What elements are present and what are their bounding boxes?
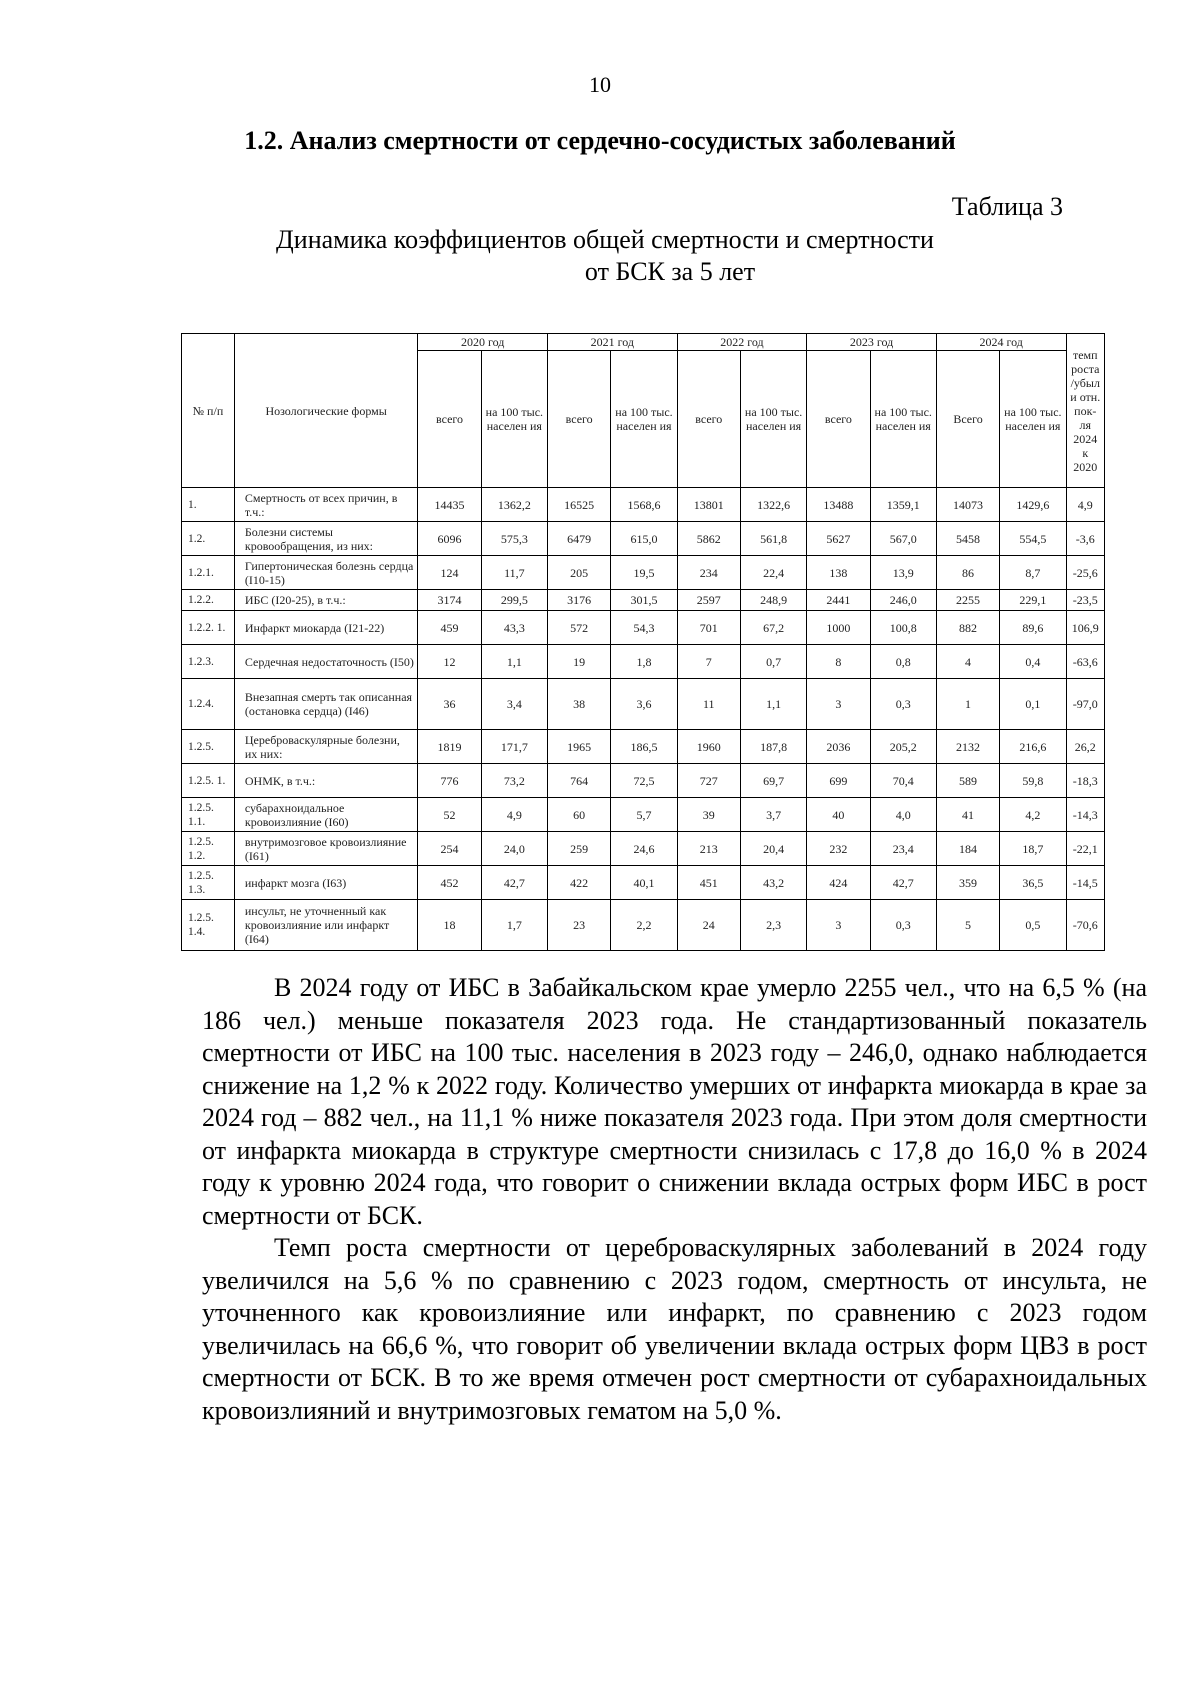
total-cell: 39 — [677, 798, 740, 832]
year-header: 2020 год — [418, 334, 548, 351]
rate-cell: 54,3 — [611, 611, 677, 645]
rate-cell: 0,3 — [870, 900, 936, 951]
row-number: 1.2.2. 1. — [182, 611, 235, 645]
table-row — [182, 645, 1105, 679]
row-number: 1.2.5. 1. — [182, 764, 235, 798]
nosology-name: субарахноидальное кровоизлияние (I60) — [234, 798, 418, 832]
rate-cell: 575,3 — [481, 522, 547, 556]
rate-cell: 1359,1 — [870, 488, 936, 522]
nosology-name: инсульт, не уточненный как кровоизлияние или инфаркт (I64) — [234, 900, 418, 951]
table-row — [182, 488, 1105, 522]
row-number: 1.2.5. 1.4. — [182, 900, 235, 951]
nosology-name: Смертность от всех причин, в т.ч.: — [234, 488, 418, 522]
total-cell: 41 — [936, 798, 999, 832]
total-cell: 2255 — [936, 590, 999, 611]
paragraph: В 2024 году от ИБС в Забайкальском крае умерло 2255 чел., что на 6,5 % (на 186 чел.) меньше показателя 2023 года. Не стандартизованный показатель смертности от ИБС на 100 тыс. населения в 2023 году – 246,0, однако наблюдается снижение на 1,2 % к 2022 году. Количество умерших от инфаркта миокарда в крае за 2024 год – 882 чел., на 11,1 % ниже показателя 2023 года. При этом доля смертности от инфаркта миокарда в структуре смертности снизилась с 17,8 до 16,0 % в 2024 году к уровню 2024 года, что говорит о снижении вклада острых форм ИБС в рост смертности от БСК. — [202, 973, 1147, 1230]
rate-cell: 59,8 — [1000, 764, 1066, 798]
row-number: 1.2.5. 1.3. — [182, 866, 235, 900]
total-cell: 5458 — [936, 522, 999, 556]
rate-cell: 246,0 — [870, 590, 936, 611]
growth-rate-cell: -23,5 — [1066, 590, 1104, 611]
rate-cell: 43,2 — [740, 866, 806, 900]
rate-cell: 13,9 — [870, 556, 936, 590]
total-cell: 3174 — [418, 590, 481, 611]
year-header: 2022 год — [677, 334, 807, 351]
total-cell: 6096 — [418, 522, 481, 556]
total-cell: 2036 — [807, 730, 870, 764]
table-caption — [250, 224, 960, 288]
total-subheader: Всего — [936, 351, 999, 488]
row-number: 1.2.4. — [182, 679, 235, 730]
rate-cell: 0,4 — [1000, 645, 1066, 679]
rate-cell: 3,4 — [481, 679, 547, 730]
total-cell: 701 — [677, 611, 740, 645]
mortality-table — [181, 333, 1105, 951]
rate-cell: 615,0 — [611, 522, 677, 556]
total-cell: 36 — [418, 679, 481, 730]
total-cell: 882 — [936, 611, 999, 645]
rate-cell: 554,5 — [1000, 522, 1066, 556]
table-caption-line1: Динамика коэффициентов общей смертности и смертности — [276, 225, 934, 254]
rate-cell: 4,9 — [481, 798, 547, 832]
total-cell: 572 — [548, 611, 611, 645]
rate-cell: 36,5 — [1000, 866, 1066, 900]
rate-cell: 72,5 — [611, 764, 677, 798]
nosology-name: Болезни системы кровообращения, из них: — [234, 522, 418, 556]
total-cell: 14435 — [418, 488, 481, 522]
rate-cell: 43,3 — [481, 611, 547, 645]
rate-cell: 299,5 — [481, 590, 547, 611]
year-header: 2024 год — [936, 334, 1066, 351]
rate-cell: 0,3 — [870, 679, 936, 730]
table-row — [182, 798, 1105, 832]
rate-cell: 24,0 — [481, 832, 547, 866]
rate-cell: 100,8 — [870, 611, 936, 645]
rate-cell: 89,6 — [1000, 611, 1066, 645]
growth-rate-cell: -14,3 — [1066, 798, 1104, 832]
rate-subheader: на 100 тыс. населен ия — [870, 351, 936, 488]
growth-rate-cell: -3,6 — [1066, 522, 1104, 556]
rate-cell: 40,1 — [611, 866, 677, 900]
total-cell: 1 — [936, 679, 999, 730]
row-number: 1.2.2. — [182, 590, 235, 611]
page-number: 10 — [589, 72, 611, 97]
rate-cell: 1362,2 — [481, 488, 547, 522]
rate-cell: 205,2 — [870, 730, 936, 764]
total-cell: 3 — [807, 679, 870, 730]
rate-cell: 1429,6 — [1000, 488, 1066, 522]
total-cell: 459 — [418, 611, 481, 645]
rate-cell: 248,9 — [740, 590, 806, 611]
rate-cell: 5,7 — [611, 798, 677, 832]
total-cell: 7 — [677, 645, 740, 679]
rate-subheader: на 100 тыс. населен ия — [740, 351, 806, 488]
rate-cell: 1568,6 — [611, 488, 677, 522]
table-row — [182, 611, 1105, 645]
total-cell: 359 — [936, 866, 999, 900]
growth-rate-cell: -14,5 — [1066, 866, 1104, 900]
total-cell: 259 — [548, 832, 611, 866]
total-cell: 1960 — [677, 730, 740, 764]
total-cell: 727 — [677, 764, 740, 798]
rate-cell: 186,5 — [611, 730, 677, 764]
rate-cell: 171,7 — [481, 730, 547, 764]
rate-cell: 1,7 — [481, 900, 547, 951]
row-number: 1.2.1. — [182, 556, 235, 590]
total-cell: 3176 — [548, 590, 611, 611]
table-label: Таблица 3 — [951, 192, 1063, 221]
table-row — [182, 590, 1105, 611]
rate-cell: 1,8 — [611, 645, 677, 679]
section-title: 1.2. Анализ смертности от сердечно-сосудистых заболеваний — [244, 126, 956, 155]
rate-subheader: на 100 тыс. населен ия — [611, 351, 677, 488]
rate-cell: 561,8 — [740, 522, 806, 556]
rate-cell: 8,7 — [1000, 556, 1066, 590]
total-cell: 2132 — [936, 730, 999, 764]
table-header — [182, 334, 1105, 488]
total-cell: 6479 — [548, 522, 611, 556]
total-cell: 12 — [418, 645, 481, 679]
total-cell: 24 — [677, 900, 740, 951]
total-cell: 764 — [548, 764, 611, 798]
rate-subheader: на 100 тыс. населен ия — [481, 351, 547, 488]
table-row — [182, 764, 1105, 798]
total-cell: 1819 — [418, 730, 481, 764]
nosology-name: Сердечная недостаточность (I50) — [234, 645, 418, 679]
total-cell: 234 — [677, 556, 740, 590]
rate-cell: 18,7 — [1000, 832, 1066, 866]
nosology-name: ИБС (I20-25), в т.ч.: — [234, 590, 418, 611]
total-cell: 8 — [807, 645, 870, 679]
growth-rate-cell: -25,6 — [1066, 556, 1104, 590]
rate-cell: 3,7 — [740, 798, 806, 832]
rate-cell: 11,7 — [481, 556, 547, 590]
nosology-name: инфаркт мозга (I63) — [234, 866, 418, 900]
rate-cell: 1,1 — [740, 679, 806, 730]
rate-cell: 19,5 — [611, 556, 677, 590]
rate-cell: 69,7 — [740, 764, 806, 798]
total-cell: 589 — [936, 764, 999, 798]
body-text — [202, 972, 1147, 1427]
growth-rate-cell: -70,6 — [1066, 900, 1104, 951]
total-cell: 4 — [936, 645, 999, 679]
paragraph: Темп роста смертности от цереброваскулярных заболеваний в 2024 году увеличился на 5,6 % по сравнению с 2023 годом, смертность от инсульта, не уточненного как кровоизлияние или инфаркт, по сравнению с 2023 годом увеличилась на 66,6 %, что говорит об увеличении вклада острых форм ЦВЗ в рост смертности от БСК. В то же время отмечен рост смертности от субарахноидальных кровоизлияний и внутримозговых гематом на 5,0 %. — [202, 1233, 1147, 1425]
total-cell: 52 — [418, 798, 481, 832]
rate-cell: 70,4 — [870, 764, 936, 798]
total-cell: 451 — [677, 866, 740, 900]
rate-cell: 187,8 — [740, 730, 806, 764]
rate-cell: 0,7 — [740, 645, 806, 679]
growth-rate-cell: 4,9 — [1066, 488, 1104, 522]
total-subheader: всего — [677, 351, 740, 488]
rate-cell: 42,7 — [481, 866, 547, 900]
total-cell: 232 — [807, 832, 870, 866]
rate-cell: 23,4 — [870, 832, 936, 866]
total-cell: 452 — [418, 866, 481, 900]
growth-rate-header: темп роста /убыл и отн. пок- ля 2024 к 2020 — [1066, 334, 1104, 488]
total-cell: 254 — [418, 832, 481, 866]
rate-cell: 73,2 — [481, 764, 547, 798]
row-number: 1.2.3. — [182, 645, 235, 679]
nosology-name: ОНМК, в т.ч.: — [234, 764, 418, 798]
nosology-name: Цереброваскулярные болезни, их них: — [234, 730, 418, 764]
growth-rate-cell: 26,2 — [1066, 730, 1104, 764]
row-number: 1.2.5. 1.2. — [182, 832, 235, 866]
nosology-name: Гипертоническая болезнь сердца (I10-15) — [234, 556, 418, 590]
rate-cell: 4,2 — [1000, 798, 1066, 832]
total-cell: 124 — [418, 556, 481, 590]
row-number: 1.2.5. — [182, 730, 235, 764]
table-row — [182, 900, 1105, 951]
year-header: 2023 год — [807, 334, 937, 351]
total-cell: 11 — [677, 679, 740, 730]
table-body — [182, 488, 1105, 951]
year-header: 2021 год — [548, 334, 678, 351]
total-cell: 213 — [677, 832, 740, 866]
total-cell: 422 — [548, 866, 611, 900]
total-subheader: всего — [548, 351, 611, 488]
total-subheader: всего — [807, 351, 870, 488]
rate-cell: 1322,6 — [740, 488, 806, 522]
total-cell: 5 — [936, 900, 999, 951]
row-number: 1.2.5. 1.1. — [182, 798, 235, 832]
rate-cell: 2,2 — [611, 900, 677, 951]
table-row — [182, 730, 1105, 764]
total-cell: 13801 — [677, 488, 740, 522]
rate-subheader: на 100 тыс. населен ия — [1000, 351, 1066, 488]
total-cell: 40 — [807, 798, 870, 832]
table-row — [182, 679, 1105, 730]
nosology-name: Внезапная смерть так описанная (остановка сердца) (I46) — [234, 679, 418, 730]
total-cell: 19 — [548, 645, 611, 679]
rate-cell: 24,6 — [611, 832, 677, 866]
row-number: 1. — [182, 488, 235, 522]
rate-cell: 3,6 — [611, 679, 677, 730]
rate-cell: 0,5 — [1000, 900, 1066, 951]
total-cell: 38 — [548, 679, 611, 730]
row-number: 1.2. — [182, 522, 235, 556]
table-row — [182, 832, 1105, 866]
total-cell: 18 — [418, 900, 481, 951]
growth-rate-cell: -63,6 — [1066, 645, 1104, 679]
table-row — [182, 556, 1105, 590]
total-subheader: всего — [418, 351, 481, 488]
rate-cell: 229,1 — [1000, 590, 1066, 611]
nosology-name: внутримозговое кровоизлияние (I61) — [234, 832, 418, 866]
growth-rate-cell: -22,1 — [1066, 832, 1104, 866]
rate-cell: 2,3 — [740, 900, 806, 951]
rate-cell: 567,0 — [870, 522, 936, 556]
total-cell: 60 — [548, 798, 611, 832]
rate-cell: 22,4 — [740, 556, 806, 590]
table-caption-line2: от БСК за 5 лет — [584, 257, 756, 286]
total-cell: 1965 — [548, 730, 611, 764]
col-num-header: № п/п — [182, 334, 235, 488]
total-cell: 138 — [807, 556, 870, 590]
total-cell: 23 — [548, 900, 611, 951]
rate-cell: 0,8 — [870, 645, 936, 679]
rate-cell: 42,7 — [870, 866, 936, 900]
rate-cell: 0,1 — [1000, 679, 1066, 730]
table-row — [182, 866, 1105, 900]
total-cell: 13488 — [807, 488, 870, 522]
total-cell: 5627 — [807, 522, 870, 556]
total-cell: 16525 — [548, 488, 611, 522]
rate-cell: 4,0 — [870, 798, 936, 832]
total-cell: 205 — [548, 556, 611, 590]
growth-rate-cell: 106,9 — [1066, 611, 1104, 645]
total-cell: 2597 — [677, 590, 740, 611]
growth-rate-cell: -18,3 — [1066, 764, 1104, 798]
table-row — [182, 522, 1105, 556]
rate-cell: 20,4 — [740, 832, 806, 866]
rate-cell: 301,5 — [611, 590, 677, 611]
total-cell: 776 — [418, 764, 481, 798]
total-cell: 1000 — [807, 611, 870, 645]
total-cell: 5862 — [677, 522, 740, 556]
total-cell: 14073 — [936, 488, 999, 522]
nosology-name: Инфаркт миокарда (I21-22) — [234, 611, 418, 645]
rate-cell: 67,2 — [740, 611, 806, 645]
total-cell: 2441 — [807, 590, 870, 611]
rate-cell: 216,6 — [1000, 730, 1066, 764]
total-cell: 699 — [807, 764, 870, 798]
total-cell: 424 — [807, 866, 870, 900]
total-cell: 184 — [936, 832, 999, 866]
total-cell: 3 — [807, 900, 870, 951]
total-cell: 86 — [936, 556, 999, 590]
growth-rate-cell: -97,0 — [1066, 679, 1104, 730]
col-name-header: Нозологические формы — [234, 334, 418, 488]
rate-cell: 1,1 — [481, 645, 547, 679]
